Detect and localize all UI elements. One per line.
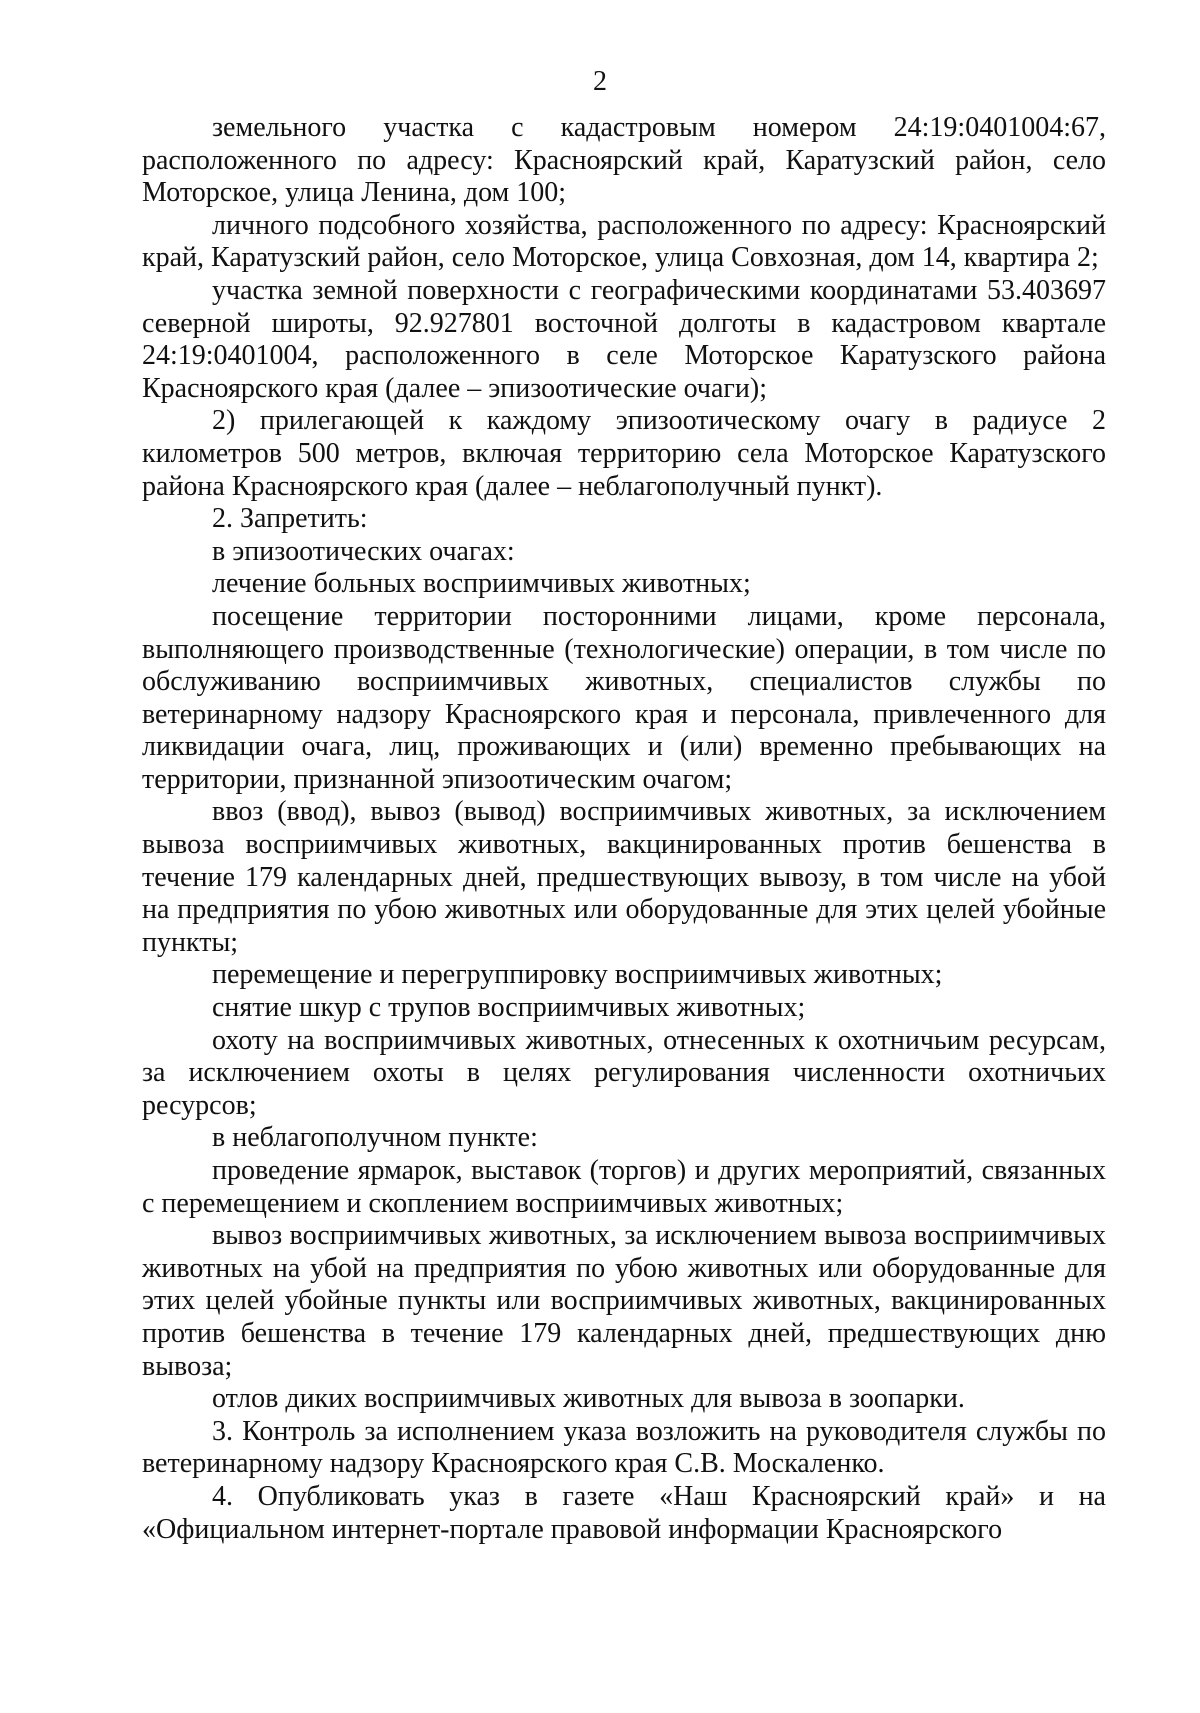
paragraph-land-plot: земельного участка с кадастровым номером 24:19:0401004:67, расположенного по адресу: Красноярский край, Каратузский район, село Моторское, улица Ленина, дом 100; — [142, 112, 1106, 209]
paragraph-capture: отлов диких восприимчивых животных для вывоза в зоопарки. — [212, 1383, 965, 1415]
paragraph-publish: 4. Опубликовать указ в газете «Наш Красноярский край» и на «Официальном интернет-портале правовой информации Красноярского — [142, 1480, 1106, 1545]
paragraph-visits: посещение территории посторонними лицами, кроме персонала, выполняющего производственные (технологические) операции, в том числе по обслуживанию восприимчивых животных, специалистов службы по ветеринарному надзору Красноярского края и персонала, привлеченного для ликвидации очага, лиц, проживающих и (или) временно пребывающих на территории, признанной эпизоотическим очагом; — [142, 600, 1106, 795]
paragraph-prohibit-heading: 2. Запретить: — [212, 503, 368, 535]
paragraph-in-foci: в эпизоотических очагах: — [212, 535, 515, 567]
paragraph-fairs: проведение ярмарок, выставок (торгов) и других мероприятий, связанных с перемещением и скоплением восприимчивых животных; — [142, 1155, 1106, 1219]
paragraph-household: личного подсобного хозяйства, расположенного по адресу: Красноярский край, Каратузский район, село Моторское, улица Совхозная, дом 14, квартира 2; — [142, 209, 1106, 274]
paragraph-in-affected-point: в неблагополучном пункте: — [212, 1122, 538, 1154]
paragraph-skinning: снятие шкур с трупов восприимчивых животных; — [212, 992, 806, 1024]
paragraph-import-export: ввоз (ввод), вывоз (вывод) восприимчивых животных, за исключением вывоза восприимчивых животных, вакцинированных против бешенства в течение 179 календарных дней, предшествующих вывозу, в том числе на убой на предприятия по убою животных или оборудованные для этих целей убойные пункты; — [142, 796, 1106, 958]
paragraph-regrouping: перемещение и перегруппировку восприимчивых животных; — [212, 959, 943, 991]
paragraph-treatment: лечение больных восприимчивых животных; — [212, 568, 751, 600]
page-number: 2 — [593, 66, 607, 97]
paragraph-removal: вывоз восприимчивых животных, за исключением вывоза восприимчивых животных на убой на предприятия по убою животных или оборудованные для этих целей убойные пункты или восприимчивых животных, вакцинированных против бешенства в течение 179 календарных дней, предшествующих дню вывоза; — [142, 1220, 1106, 1382]
paragraph-coordinates: участка земной поверхности с географическими координатами 53.403697 северной широты, 92.927801 восточной долготы в кадастровом квартале 24:19:0401004, расположенного в селе Моторское Каратузского района Красноярского края (далее – эпизоотические очаги); — [142, 274, 1106, 404]
paragraph-control: 3. Контроль за исполнением указа возложить на руководителя службы по ветеринарному надзору Красноярского края С.В. Москаленко. — [142, 1415, 1106, 1480]
paragraph-adjacent-zone: 2) прилегающей к каждому эпизоотическому очагу в радиусе 2 километров 500 метров, включая территорию села Моторское Каратузского района Красноярского края (далее – неблагополучный пункт). — [142, 405, 1106, 502]
paragraph-hunting: охоту на восприимчивых животных, отнесенных к охотничьим ресурсам, за исключением охоты в целях регулирования численности охотничьих ресурсов; — [142, 1024, 1106, 1121]
document-body — [142, 112, 1106, 1546]
